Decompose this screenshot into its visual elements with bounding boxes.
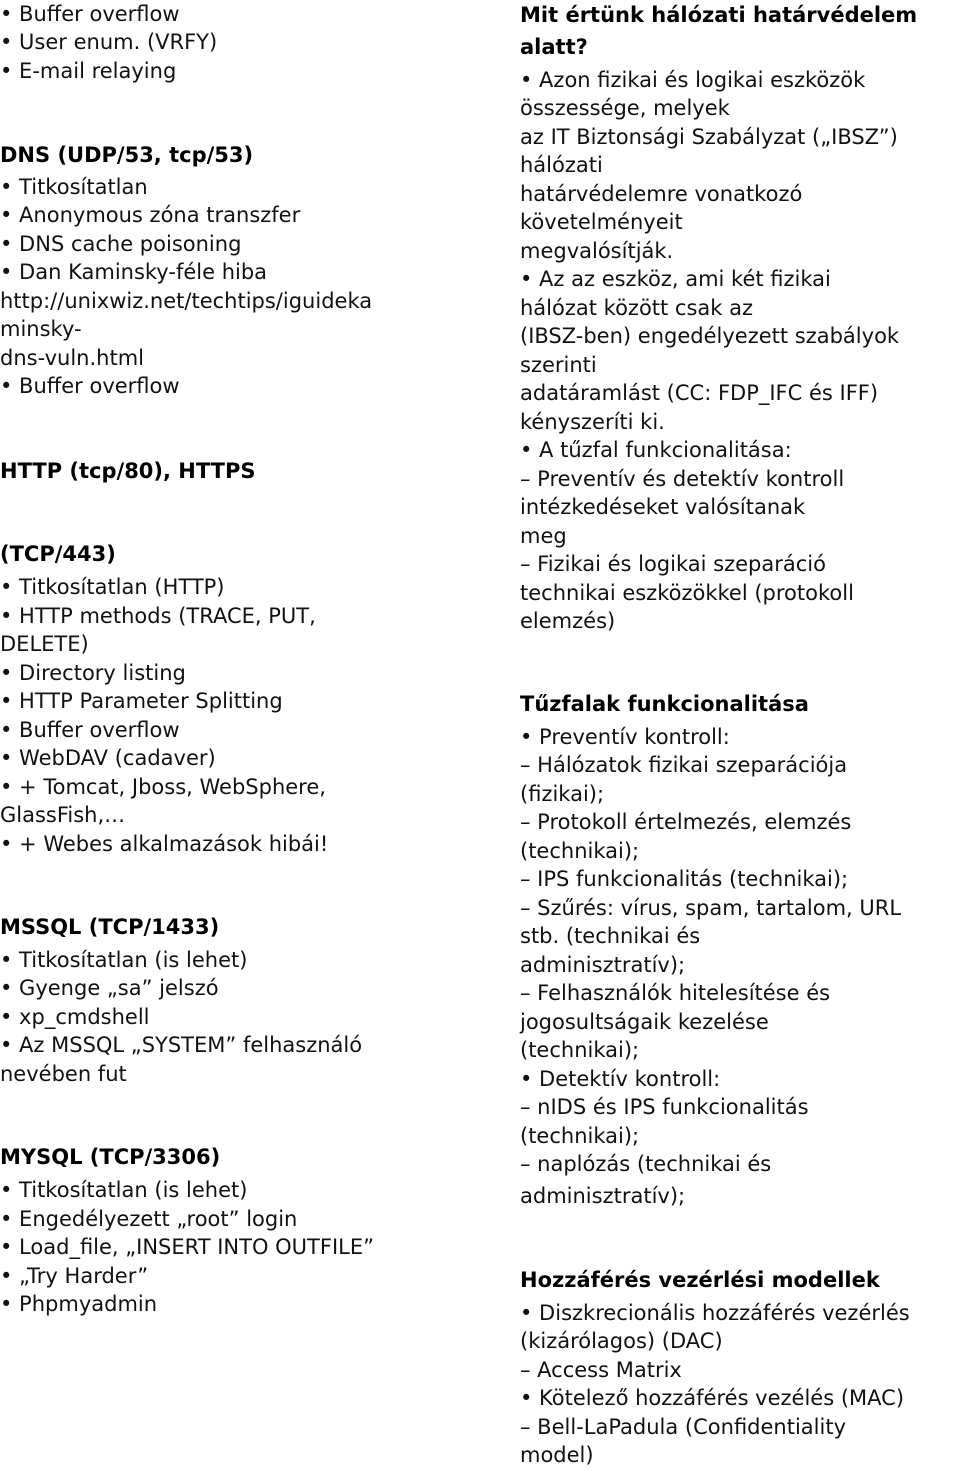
firewall-heading: Tűzfalak funkcionalitása	[520, 692, 809, 716]
list-item: – Hálózatok fizikai szeparációja	[520, 753, 848, 777]
list-item: dns-vuln.html	[0, 346, 144, 370]
list-item: (fizikai);	[520, 782, 605, 806]
perimeter-heading-cont: alatt?	[520, 35, 588, 59]
list-item: technikai eszközökkel (protokoll	[520, 581, 854, 605]
list-item: http://unixwiz.net/techtips/iguideka	[0, 289, 373, 313]
list-item: elemzés)	[520, 609, 616, 633]
list-item: • Engedélyezett „root” login	[0, 1207, 298, 1231]
list-item: GlassFish,…	[0, 803, 126, 827]
list-item: • Gyenge „sa” jelszó	[0, 976, 219, 1000]
list-item: • HTTP methods (TRACE, PUT,	[0, 604, 316, 628]
list-item: szerinti	[520, 353, 597, 377]
list-item: • A tűzfal funkcionalitása:	[520, 438, 792, 462]
list-item: minsky-	[0, 317, 82, 341]
list-item: • Directory listing	[0, 661, 186, 685]
list-item: – Felhasználók hitelesítése és	[520, 981, 831, 1005]
list-item: – Access Matrix	[520, 1358, 682, 1382]
list-item: • Az MSSQL „SYSTEM” felhasználó	[0, 1033, 363, 1057]
dns-heading: DNS (UDP/53, tcp/53)	[0, 143, 254, 167]
list-item: – Bell-LaPadula (Confidentiality	[520, 1415, 846, 1439]
perimeter-heading: Mit értünk hálózati határvédelem	[520, 3, 918, 27]
list-item: • Dan Kaminsky-féle hiba	[0, 260, 268, 284]
list-item: – Preventív és detektív kontroll	[520, 467, 845, 491]
list-item: hálózati	[520, 153, 603, 177]
list-item: – IPS funkcionalitás (technikai);	[520, 867, 849, 891]
list-item: – Szűrés: vírus, spam, tartalom, URL	[520, 896, 902, 920]
list-item: az IT Biztonsági Szabályzat („IBSZ”)	[520, 125, 898, 149]
list-item: meg	[520, 524, 567, 548]
list-item: • Buffer overflow	[0, 2, 180, 26]
list-item: • Phpmyadmin	[0, 1292, 158, 1316]
list-item: (IBSZ-ben) engedélyezett szabályok	[520, 324, 900, 348]
list-item: • E-mail relaying	[0, 59, 177, 83]
list-item: – nIDS és IPS funkcionalitás	[520, 1095, 809, 1119]
access-heading: Hozzáférés vezérlési modellek	[520, 1268, 880, 1292]
list-item: jogosultságaik kezelése	[520, 1010, 769, 1034]
list-item: • User enum. (VRFY)	[0, 30, 218, 54]
list-item: • + Webes alkalmazások hibái!	[0, 832, 329, 856]
list-item: • xp_cmdshell	[0, 1005, 150, 1029]
list-item: – Fizikai és logikai szeparáció	[520, 552, 826, 576]
list-item: • Az az eszköz, ami két fizikai	[520, 267, 831, 291]
list-item: – Protokoll értelmezés, elemzés	[520, 810, 852, 834]
list-item: • „Try Harder”	[0, 1264, 149, 1288]
list-item: stb. (technikai és	[520, 924, 701, 948]
list-item: megvalósítják.	[520, 239, 674, 263]
list-item: • Detektív kontroll:	[520, 1067, 721, 1091]
list-item: (technikai);	[520, 1038, 640, 1062]
list-item: • DNS cache poisoning	[0, 232, 242, 256]
list-item: • + Tomcat, Jboss, WebSphere,	[0, 775, 326, 799]
list-item: (technikai);	[520, 839, 640, 863]
list-item: követelményeit	[520, 210, 683, 234]
mysql-heading: MYSQL (TCP/3306)	[0, 1145, 221, 1169]
list-item: • Preventív kontroll:	[520, 725, 730, 749]
list-item: • Titkosítatlan (is lehet)	[0, 1178, 248, 1202]
list-item: határvédelemre vonatkozó	[520, 182, 803, 206]
list-item: • Load_file, „INSERT INTO OUTFILE”	[0, 1235, 375, 1259]
list-item: • HTTP Parameter Splitting	[0, 689, 283, 713]
http-heading-cont: (TCP/443)	[0, 542, 116, 566]
list-item: model)	[520, 1443, 594, 1467]
list-item: • WebDAV (cadaver)	[0, 746, 216, 770]
list-item: • Buffer overflow	[0, 718, 180, 742]
list-item: • Anonymous zóna transzfer	[0, 203, 301, 227]
list-item: – naplózás (technikai és	[520, 1152, 772, 1176]
list-item: adminisztratív);	[520, 953, 686, 977]
list-item: összessége, melyek	[520, 96, 730, 120]
list-item: • Diszkrecionális hozzáférés vezérlés	[520, 1301, 910, 1325]
list-item: • Titkosítatlan (is lehet)	[0, 948, 248, 972]
list-item: nevében fut	[0, 1062, 127, 1086]
list-item: kényszeríti ki.	[520, 410, 665, 434]
list-item: • Titkosítatlan (HTTP)	[0, 575, 225, 599]
mssql-heading: MSSQL (TCP/1433)	[0, 915, 220, 939]
list-item: intézkedéseket valósítanak	[520, 495, 806, 519]
list-item: • Titkosítatlan	[0, 175, 148, 199]
http-heading: HTTP (tcp/80), HTTPS	[0, 459, 256, 483]
list-item: (kizárólagos) (DAC)	[520, 1329, 723, 1353]
list-item: • Kötelező hozzáférés vezélés (MAC)	[520, 1386, 905, 1410]
list-item: adminisztratív);	[520, 1184, 686, 1208]
list-item: DELETE)	[0, 632, 89, 656]
list-item: • Azon fizikai és logikai eszközök	[520, 68, 866, 92]
list-item: • Buffer overflow	[0, 374, 180, 398]
list-item: adatáramlást (CC: FDP_IFC és IFF)	[520, 381, 879, 405]
list-item: (technikai);	[520, 1124, 640, 1148]
list-item: hálózat között csak az	[520, 296, 754, 320]
